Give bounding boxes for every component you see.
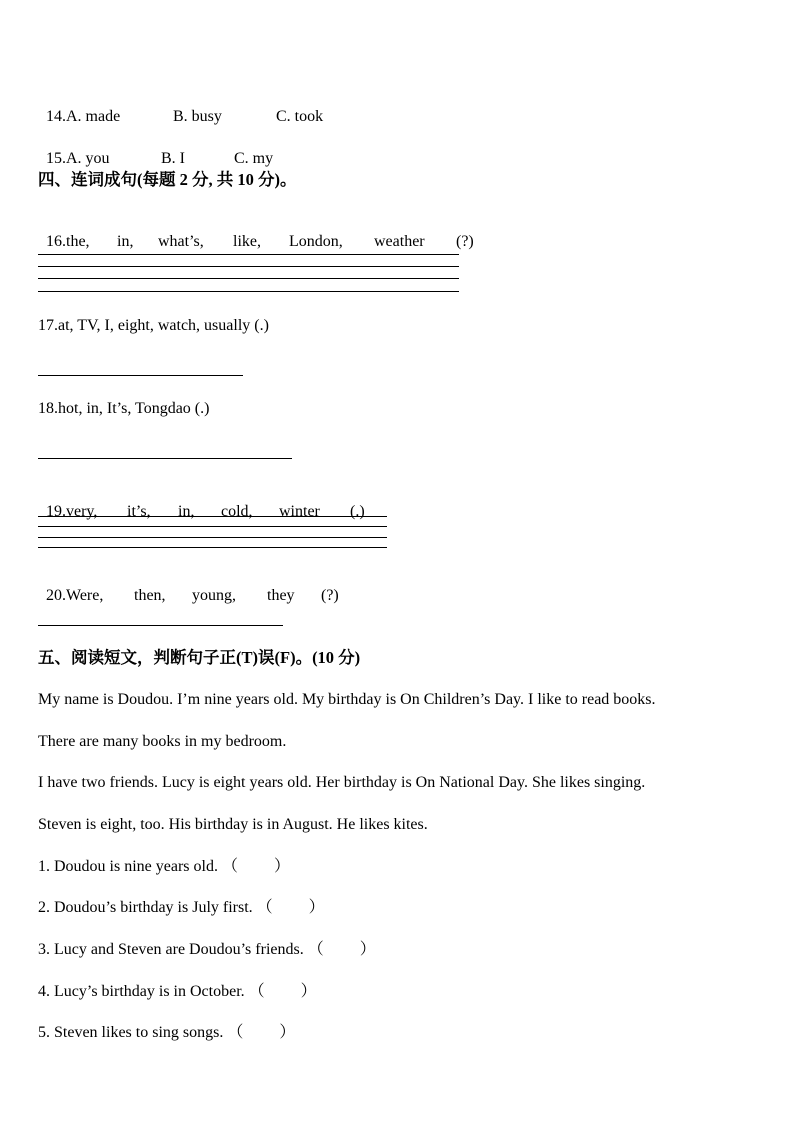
passage-line: There are many books in my bedroom. <box>38 733 287 750</box>
question-number: 19. <box>46 503 66 520</box>
answer-line[interactable] <box>38 625 283 626</box>
option-c: C. took <box>276 108 324 125</box>
question-number: 16. <box>46 233 66 250</box>
passage-line: My name is Doudou. I’m nine years old. My birthday is On Children’s Day. I like to read books. <box>38 691 656 708</box>
word: young, <box>192 587 236 604</box>
judgement-5: 5. Steven likes to sing songs. （ ） <box>38 1024 296 1041</box>
option-a: A. made <box>66 108 121 125</box>
question-20 <box>38 566 339 606</box>
option-c: C. my <box>234 150 274 167</box>
word: what’s, <box>158 233 204 250</box>
question-17: 17.at, TV, I, eight, watch, usually (.) <box>38 317 269 334</box>
word: (?) <box>456 233 474 250</box>
word: very, <box>66 503 98 520</box>
answer-line[interactable] <box>38 516 387 517</box>
judgement-3: 3. Lucy and Steven are Doudou’s friends. （ ） <box>38 941 376 958</box>
question-number: 20. <box>46 587 66 604</box>
answer-line[interactable] <box>38 458 292 459</box>
option-a: A. you <box>66 150 110 167</box>
answer-line[interactable] <box>38 526 387 527</box>
word: the, <box>66 233 90 250</box>
question-number: 15. <box>46 150 66 167</box>
answer-line[interactable] <box>38 266 459 267</box>
word: they <box>267 587 295 604</box>
word: winter <box>279 503 320 520</box>
word: like, <box>233 233 261 250</box>
word: Were, <box>66 587 104 604</box>
question-16 <box>38 212 474 252</box>
option-b: B. I <box>161 150 185 167</box>
section-4-heading: 四、连词成句(每题 2 分, 共 10 分)。 <box>38 170 297 189</box>
word: cold, <box>221 503 253 520</box>
passage-line: Steven is eight, too. His birthday is in August. He likes kites. <box>38 816 428 833</box>
question-15 <box>38 129 273 169</box>
word: it’s, <box>127 503 151 520</box>
passage-line: I have two friends. Lucy is eight years old. Her birthday is On National Day. She likes singing. <box>38 774 646 791</box>
section-5-heading: 五、阅读短文，判断句子正(T)误(F)。(10 分) <box>38 648 361 667</box>
word: weather <box>374 233 425 250</box>
question-number: 14. <box>46 108 66 125</box>
judgement-2: 2. Doudou’s birthday is July first. （ ） <box>38 899 325 916</box>
answer-line[interactable] <box>38 537 387 538</box>
word: (?) <box>321 587 339 604</box>
question-14 <box>38 87 323 127</box>
word: then, <box>134 587 166 604</box>
answer-line[interactable] <box>38 375 243 376</box>
word: in, <box>117 233 134 250</box>
answer-line[interactable] <box>38 547 387 548</box>
answer-line[interactable] <box>38 278 459 279</box>
word: (.) <box>350 503 365 520</box>
answer-line[interactable] <box>38 291 459 292</box>
word: in, <box>178 503 195 520</box>
judgement-4: 4. Lucy’s birthday is in October. （ ） <box>38 983 317 1000</box>
answer-line[interactable] <box>38 254 459 255</box>
judgement-1: 1. Doudou is nine years old. （ ） <box>38 858 290 875</box>
word: London, <box>289 233 343 250</box>
question-18: 18.hot, in, It’s, Tongdao (.) <box>38 400 210 417</box>
option-b: B. busy <box>173 108 222 125</box>
